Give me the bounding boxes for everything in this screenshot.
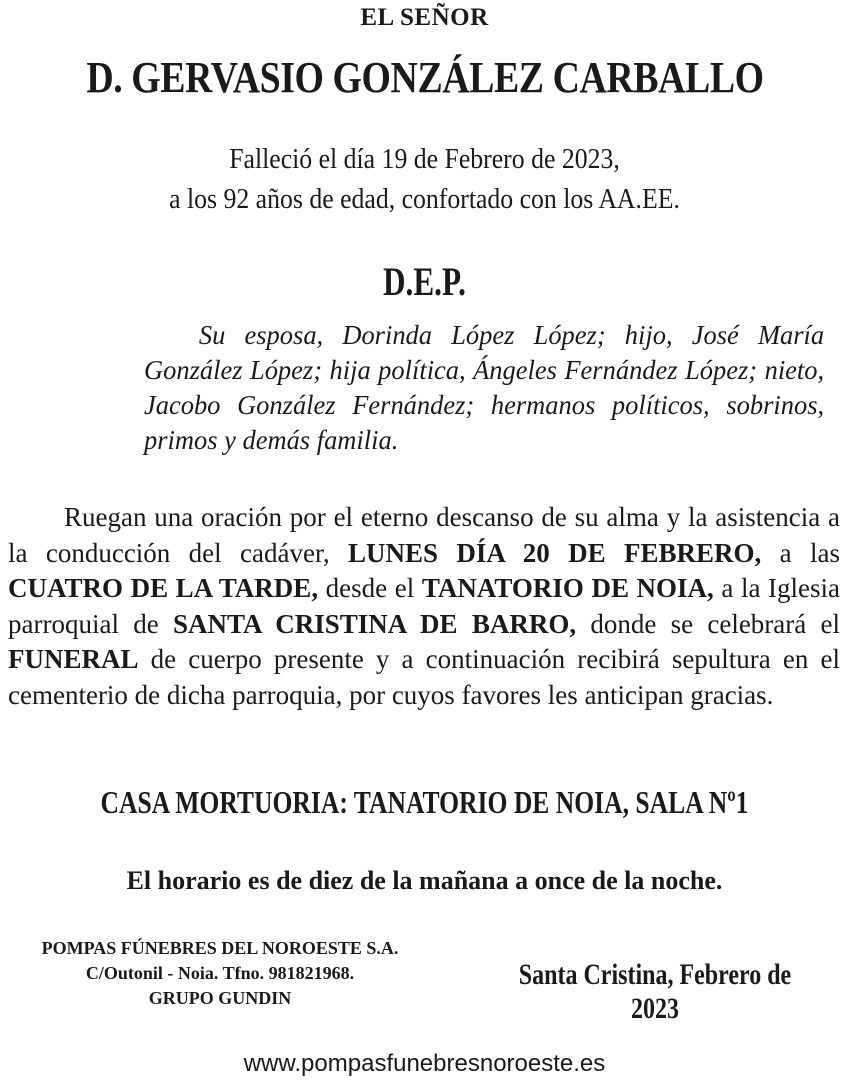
casa-mortuoria: CASA MORTUORIA: TANATORIO DE NOIA, SALA Nº1	[100, 784, 749, 820]
prayer-text-1: Ruegan una oración por el eterno descanso de su alma y la asistencia a la conducción del cadáver,	[8, 502, 840, 568]
dep-heading: D.E.P.	[383, 259, 466, 304]
death-info	[34, 140, 815, 220]
place-date: Santa Cristina, Febrero de 2023	[518, 958, 792, 1025]
prayer-text-5: donde se celebrará el	[590, 608, 841, 639]
title-el-senor: EL SEÑOR	[360, 4, 489, 31]
prayer-time: CUATRO DE LA TARDE,	[8, 573, 319, 603]
death-line-1: Falleció el día 19 de Febrero de 2023,	[229, 144, 620, 175]
funeral-company	[0, 936, 440, 1011]
prayer-text-3: desde el	[325, 573, 415, 603]
prayer-date: LUNES DÍA 20 DE FEBRERO,	[348, 537, 762, 568]
prayer-text-2: a las	[779, 537, 841, 568]
deceased-name: D. GERVASIO GONZÁLEZ CARBALLO	[86, 53, 764, 102]
company-name: POMPAS FÚNEBRES DEL NOROESTE S.A.	[41, 938, 399, 958]
website-link[interactable]: www.pompasfunebresnoroeste.es	[243, 1050, 606, 1077]
visiting-hours: El horario es de diez de la mañana a once de la noche.	[126, 866, 723, 895]
prayer-paragraph	[8, 500, 840, 713]
family-paragraph	[144, 318, 824, 458]
prayer-text-4: a la Iglesia parroquial de	[8, 573, 841, 639]
company-group: GRUPO GUNDIN	[148, 988, 292, 1008]
prayer-church: SANTA CRISTINA DE BARRO,	[172, 608, 577, 639]
company-address: C/Outonil - Noia. Tfno. 981821968.	[85, 963, 355, 983]
prayer-text-6: de cuerpo presente y a continuación recibirá sepultura en el cementerio de dicha parroquia, por cuyos favores les anticipan gracias.	[8, 644, 841, 710]
prayer-funeral: FUNERAL	[8, 644, 139, 674]
death-line-2: a los 92 años de edad, confortado con los AA.EE.	[169, 184, 680, 215]
family-text: Su esposa, Dorinda López López; hijo, José María González López; hija política, Ángeles Fernández López; nieto, Jacobo González Fernández; hermanos políticos, sobrinos, primos y demás familia.	[144, 320, 825, 455]
prayer-origin: TANATORIO DE NOIA,	[421, 573, 714, 603]
